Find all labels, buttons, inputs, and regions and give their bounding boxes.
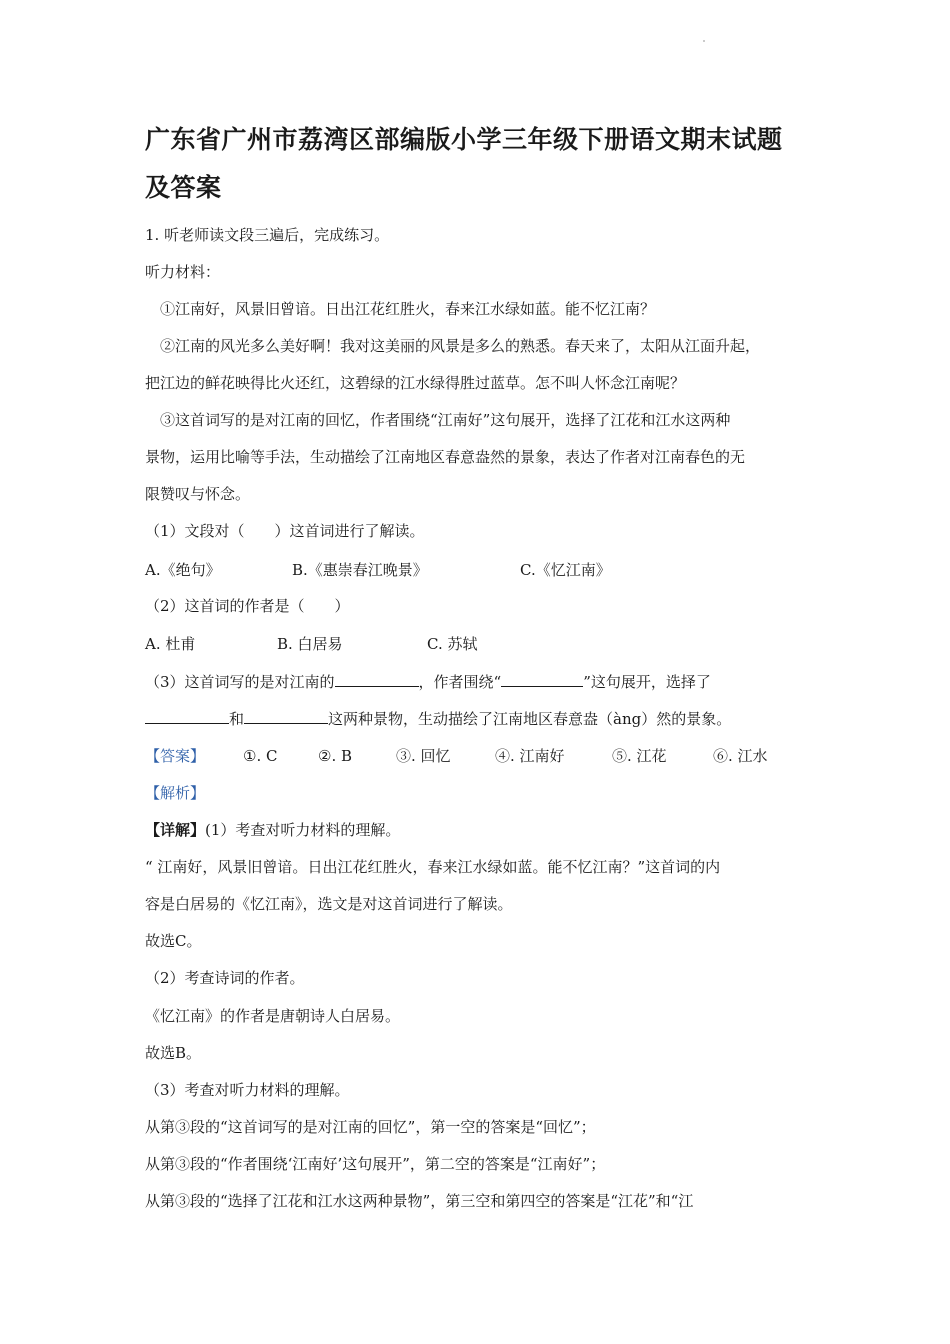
detail-label: 【详解】 bbox=[145, 821, 206, 839]
sub2-option-a: A. 杜甫 bbox=[145, 635, 196, 653]
document-title-line2: 及答案 bbox=[145, 173, 222, 202]
analysis-line8: 从第③段的“这首词写的是对江南的回忆”，第一空的答案是“回忆”； bbox=[145, 1118, 596, 1136]
analysis-label: 【解析】 bbox=[145, 784, 206, 802]
answer-item-2: ②. B bbox=[318, 747, 353, 765]
analysis-line2: 容是白居易的《忆江南》，选文是对这首词进行了解读。 bbox=[145, 895, 513, 913]
answer-item-1: ①. C bbox=[243, 747, 278, 765]
subquestion-3-line2 bbox=[145, 708, 810, 730]
analysis-line1: “ 江南好，风景旧曾谙。日出江花红胜火，春来江水绿如蓝。能不忆江南？”这首词的内 bbox=[145, 858, 721, 876]
analysis-line5: 《忆江南》的作者是唐朝诗人白居易。 bbox=[145, 1007, 401, 1025]
analysis-line9: 从第③段的“作者围绕‘江南好’这句展开”，第二空的答案是“江南好”； bbox=[145, 1155, 606, 1173]
analysis-line6: 故选B。 bbox=[145, 1044, 202, 1062]
sub3-text-e: 这两种景物，生动描绘了江南地区春意盎（àng）然的景象。 bbox=[328, 710, 732, 728]
material-para1: ①江南好，风景旧曾谙。日出江花红胜火，春来江水绿如蓝。能不忆江南？ bbox=[160, 300, 656, 318]
analysis-line4: （2）考查诗词的作者。 bbox=[145, 969, 305, 987]
document-title-line1: 广东省广州市荔湾区部编版小学三年级下册语文期末试题 bbox=[145, 125, 783, 154]
material-para3-line3: 限赞叹与怀念。 bbox=[145, 485, 251, 503]
blank-1 bbox=[335, 672, 419, 687]
answer-item-3: ③. 回忆 bbox=[396, 747, 451, 765]
sub3-text-b: ，作者围绕“ bbox=[418, 673, 502, 691]
material-para3-line2: 景物，运用比喻等手法，生动描绘了江南地区春意盎然的景象，表达了作者对江南春色的无 bbox=[145, 448, 746, 466]
subquestion-2: （2）这首词的作者是（ ） bbox=[145, 597, 350, 615]
subquestion-3-line1 bbox=[145, 671, 810, 693]
material-para2-line2: 把江边的鲜花映得比火还红，这碧绿的江水绿得胜过蓝草。怎不叫人怀念江南呢？ bbox=[145, 374, 686, 392]
sub1-option-b: B.《惠崇春江晚景》 bbox=[292, 561, 428, 579]
analysis-line7: （3）考查对听力材料的理解。 bbox=[145, 1081, 350, 1099]
page-dot bbox=[703, 40, 705, 42]
blank-3 bbox=[145, 709, 229, 724]
sub3-text-d: 和 bbox=[229, 710, 245, 728]
sub3-text-c: ”这句展开，选择了 bbox=[583, 673, 711, 691]
answer-item-6: ⑥. 江水 bbox=[713, 747, 768, 765]
analysis-detail bbox=[145, 819, 810, 841]
answer-label: 【答案】 bbox=[145, 747, 206, 765]
analysis-line10: 从第③段的“选择了江花和江水这两种景物”，第三空和第四空的答案是“江花”和“江 bbox=[145, 1192, 694, 1210]
sub3-text-a: （3）这首词写的是对江南的 bbox=[145, 673, 335, 691]
detail-text: (1）考查对听力材料的理解。 bbox=[205, 821, 401, 839]
sub2-option-b: B. 白居易 bbox=[277, 635, 343, 653]
sub1-option-c: C.《忆江南》 bbox=[520, 561, 611, 579]
sub1-option-a: A.《绝句》 bbox=[145, 561, 221, 579]
material-label: 听力材料： bbox=[145, 263, 221, 281]
material-para2-line1: ②江南的风光多么美好啊！我对这美丽的风景是多么的熟悉。春天来了，太阳从江面升起， bbox=[160, 337, 761, 355]
answer-item-4: ④. 江南好 bbox=[495, 747, 565, 765]
material-para3-line1: ③这首词写的是对江南的回忆，作者围绕“江南好”这句展开，选择了江花和江水这两种 bbox=[160, 411, 731, 429]
analysis-line3: 故选C。 bbox=[145, 932, 202, 950]
blank-2 bbox=[501, 672, 583, 687]
subquestion-1: （1）文段对（ ）这首词进行了解读。 bbox=[145, 522, 425, 540]
question-intro: 1. 听老师读文段三遍后，完成练习。 bbox=[145, 226, 390, 244]
sub2-option-c: C. 苏轼 bbox=[427, 635, 478, 653]
blank-4 bbox=[244, 709, 328, 724]
answer-item-5: ⑤. 江花 bbox=[612, 747, 667, 765]
